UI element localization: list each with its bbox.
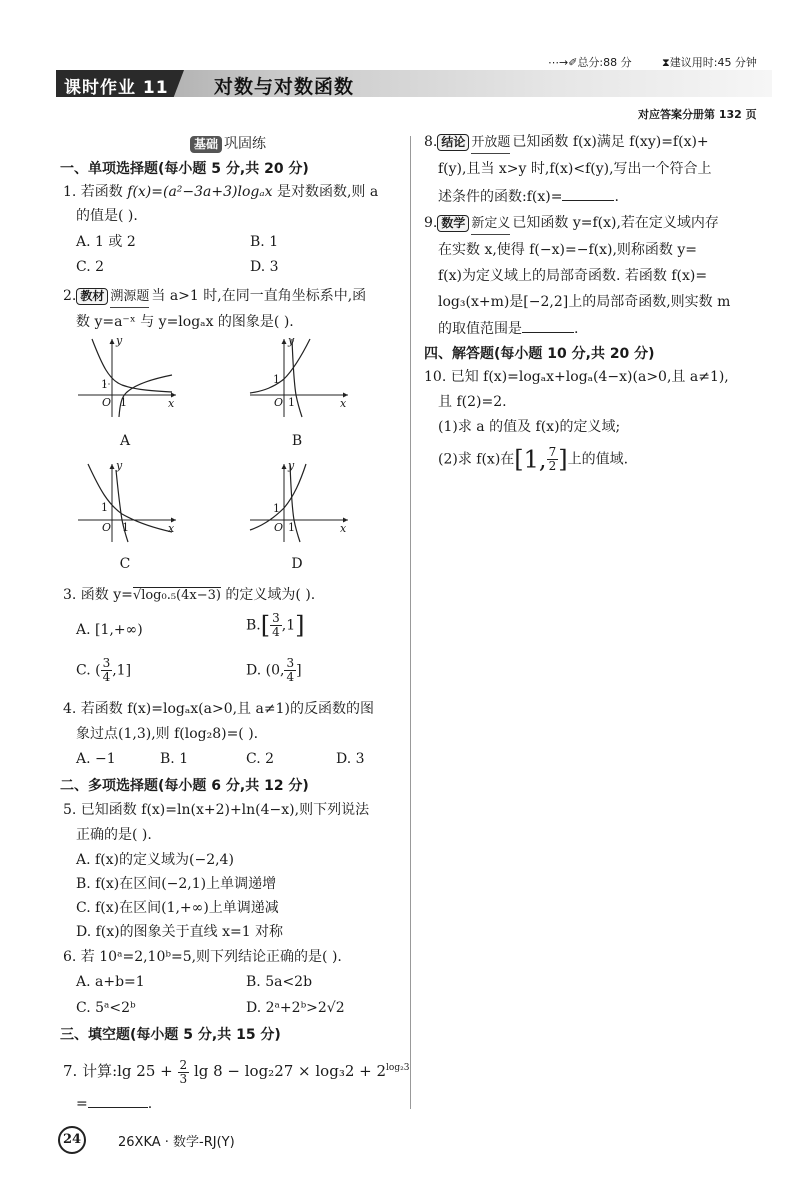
subhead (190, 133, 266, 153)
q7-line1: 7. 计算:lg 25 + $\frac{2}{3}$ $\lg 8 - \log_227 \times \log_32 + 2^{log_23}$ (63, 1057, 410, 1086)
q8-line1: 8. 结论 开放题 已知函数 f(x)满足 f(xy)=f(x)+ (424, 132, 709, 154)
q1-option-c: C. 2 (76, 259, 105, 275)
q3-option-c: C. ( $\frac{3}{4}$ ,1] (76, 656, 132, 684)
q2-tag-textbook: 教材 (76, 288, 108, 305)
q9-line3: f(x)为定义域上的局部奇函数. 若函数 f(x)= (438, 268, 708, 284)
page-number: 24 (58, 1126, 86, 1154)
q10-line4: (2)求 f(x)在[1, $\frac{7}{2}$ ]上的值域. (438, 445, 629, 474)
q10-line2: 且 f(2)=2. (438, 394, 507, 410)
q7-answer-blank[interactable] (88, 1093, 148, 1108)
q6-option-a: A. a+b=1 (76, 974, 145, 990)
book-code: 26XKA · 数学-RJ(Y) (118, 1135, 235, 1150)
column-divider (410, 136, 411, 1109)
q2-tag-source: 溯源题 (110, 287, 149, 308)
q4-option-d: D. 3 (336, 751, 365, 767)
q9-line4: log₃(x+m)是[−2,2]上的局部奇函数,则实数 m (438, 294, 731, 310)
q5-option-c: C. f(x)在区间(1,+∞)上单调递减 (76, 900, 279, 916)
q9-tag-math: 数学 (437, 215, 469, 232)
q5-line2: 正确的是( ). (76, 827, 152, 843)
q6-option-d: D. 2ᵃ+2ᵇ>2√2 (246, 1000, 345, 1016)
q7-line2: = . (76, 1093, 152, 1114)
q3-option-a: A. [1,+∞) (76, 622, 143, 638)
answer-reference: 对应答案分册第 132 页 (638, 108, 757, 121)
q8-tag-conclusion: 结论 (437, 134, 469, 151)
graph-c-caption: C (119, 556, 131, 572)
q1-option-d: D. 3 (250, 259, 279, 275)
q4-line2: 象过点(1,3),则 f(log₂8)=( ). (76, 726, 259, 742)
q9-line1: 9. 数学 新定义 已知函数 y=f(x),若在定义域内存 (424, 213, 719, 235)
q8-line2: f(y),且当 x>y 时,f(x)<f(y),写出一个符合上 (438, 161, 712, 177)
q4-option-a: A. −1 (76, 751, 116, 767)
section-2-heading: 二、多项选择题(每小题 6 分,共 12 分) (60, 778, 309, 794)
graph-d: 1 O 1 y x (246, 460, 352, 548)
q4-option-c: C. 2 (246, 751, 275, 767)
q9-answer-blank[interactable] (522, 318, 574, 333)
q6-line1: 6. 若 10ᵃ=2,10ᵇ=5,则下列结论正确的是( ). (63, 949, 342, 965)
q4-line1: 4. 若函数 f(x)=logₐx(a>0,且 a≠1)的反函数的图 (63, 701, 374, 717)
section-1-heading: 一、单项选择题(每小题 5 分,共 20 分) (60, 161, 309, 177)
q5-option-a: A. f(x)的定义域为(−2,4) (76, 852, 234, 868)
q9-line2: 在实数 x,使得 f(−x)=−f(x),则称函数 y= (438, 242, 697, 258)
graph-b-caption: B (291, 433, 303, 449)
q1-option-b: B. 1 (250, 234, 279, 250)
q5-option-d: D. f(x)的图象关于直线 x=1 对称 (76, 924, 284, 940)
q3-option-d: D. (0, $\frac{3}{4}$ ] (246, 656, 302, 684)
q8-answer-blank[interactable] (562, 186, 614, 201)
q3-line1: 3. 函数 y=√log₀.₅(4x−3) 的定义域为( ). (63, 587, 316, 603)
graph-a-caption: A (119, 433, 131, 449)
time-label: ⧗建议用时:45 分钟 (662, 56, 757, 69)
q9-line5: 的取值范围是 . (438, 318, 578, 339)
graph-c: 1 O 1 y x (74, 460, 180, 548)
q10-line3: (1)求 a 的值及 f(x)的定义域; (438, 419, 621, 435)
q4-option-b: B. 1 (160, 751, 189, 767)
q6-option-c: C. 5ᵃ<2ᵇ (76, 1000, 136, 1016)
subhead-text: 巩固练 (224, 136, 267, 152)
q10-line1: 10. 已知 f(x)=logₐx+logₐ(4−x)(a>0,且 a≠1), (424, 369, 729, 385)
q1-line2: 的值是( ). (76, 208, 138, 224)
hourglass-icon: ⧗ (662, 56, 670, 69)
q6-option-b: B. 5a<2b (246, 974, 313, 990)
graph-a: 1 O 1 y x (74, 335, 180, 423)
q5-line1: 5. 已知函数 f(x)=ln(x+2)+ln(4−x),则下列说法 (63, 802, 370, 818)
graph-d-caption: D (291, 556, 303, 572)
graph-b: 1 O 1 y x (246, 335, 352, 423)
section-4-heading: 四、解答题(每小题 10 分,共 20 分) (424, 346, 655, 362)
q2-line1: 2. 教材 溯源题 当 a>1 时,在同一直角坐标系中,函 (63, 286, 366, 308)
q1-option-a: A. 1 或 2 (76, 234, 136, 250)
q1-line1: 1. 若函数 f(x)=(a²−3a+3)logₐx 是对数函数,则 a (63, 184, 379, 200)
q5-option-b: B. f(x)在区间(−2,1)上单调递增 (76, 876, 277, 892)
q3-option-b: B.[ $\frac{3}{4}$ ,1] (246, 611, 305, 640)
q9-tag-new-definition: 新定义 (471, 214, 510, 235)
page-title: 对数与对数函数 (214, 76, 355, 98)
q8-tag-open: 开放题 (471, 133, 510, 154)
q2-line2: 数 y=a⁻ˣ 与 y=logₐx 的图象是( ). (76, 314, 294, 330)
arrow-pen-icon: ⋯→✐ (548, 56, 578, 69)
score-label: ⋯→✐总分:88 分 (548, 56, 632, 69)
lesson-badge: 课时作业 11 (64, 78, 169, 98)
subhead-tag: 基础 (190, 136, 222, 153)
q8-line3: 述条件的函数:f(x)= . (438, 186, 619, 207)
section-3-heading: 三、填空题(每小题 5 分,共 15 分) (60, 1027, 281, 1043)
